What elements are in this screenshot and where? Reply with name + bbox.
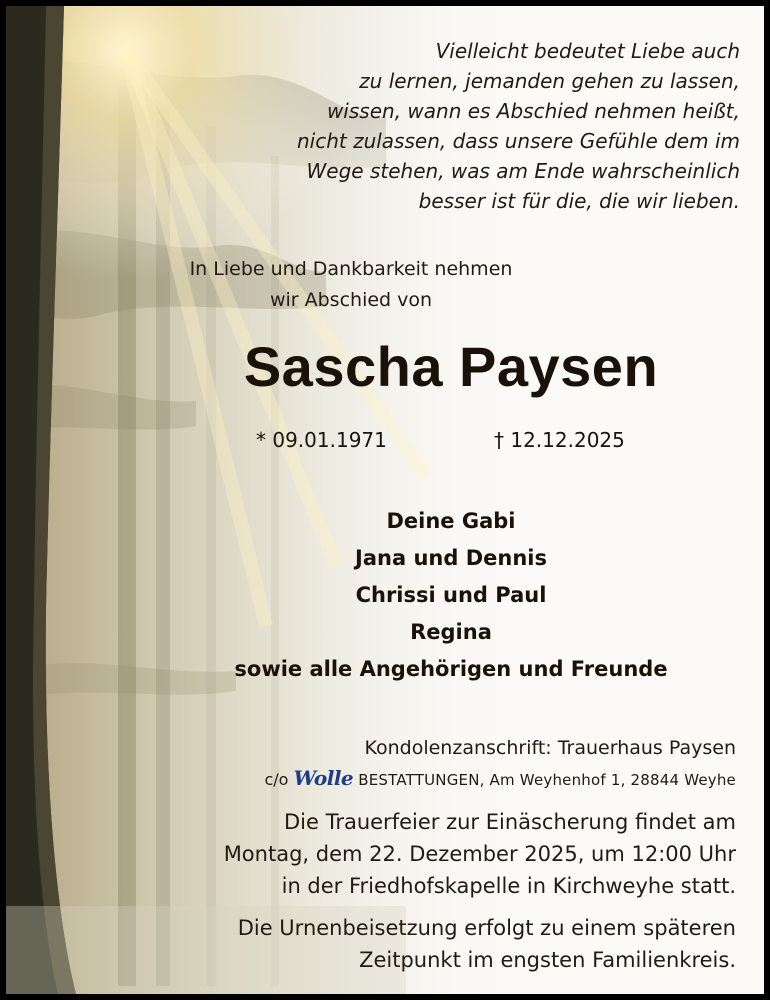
urn-line: Zeitpunkt im engsten Familienkreis.: [359, 948, 736, 972]
quote-line: Vielleicht bedeutet Liebe auch: [435, 39, 740, 63]
deceased-name: Sascha Paysen: [243, 335, 659, 398]
ceremony-info: [136, 806, 736, 902]
funeral-home-logo: Wolle: [293, 766, 354, 790]
memorial-quote: [240, 36, 740, 216]
co-prefix: c/o: [264, 770, 289, 789]
mourner-line: sowie alle Angehörigen und Freunde: [234, 657, 668, 681]
funeral-home-line: [176, 763, 736, 795]
mourner-line: Deine Gabi: [386, 509, 516, 533]
intro-line: In Liebe und Dankbarkeit nehmen: [189, 258, 513, 280]
quote-line: zu lernen, jemanden gehen zu lassen,: [359, 69, 740, 93]
birth-date: * 09.01.1971: [256, 428, 387, 452]
funeral-home-address: BESTATTUNGEN, Am Weyhenhof 1, 28844 Weyhe: [358, 771, 736, 789]
farewell-intro: [156, 254, 546, 316]
urn-line: Die Urnenbeisetzung erfolgt zu einem späteren: [237, 916, 736, 940]
quote-line: wissen, wann es Abschied nehmen heißt,: [326, 99, 740, 123]
urn-burial-info: [136, 912, 736, 976]
intro-line: wir Abschied von: [269, 289, 433, 311]
condolence-line: Kondolenzanschrift: Trauerhaus Paysen: [364, 737, 736, 759]
quote-line: nicht zulassen, dass unsere Gefühle dem im: [296, 129, 740, 153]
ceremony-line: Die Trauerfeier zur Einäscherung findet am: [283, 810, 736, 834]
quote-line: besser ist für die, die wir lieben.: [418, 189, 740, 213]
ceremony-line: Montag, dem 22. Dezember 2025, um 12:00 Uhr: [223, 842, 736, 866]
mourners-list: [196, 503, 706, 688]
obituary-card: [6, 6, 764, 994]
mourner-line: Jana und Dennis: [355, 546, 547, 570]
ceremony-line: in der Friedhofskapelle in Kirchweyhe statt.: [281, 874, 736, 898]
mourner-line: Regina: [410, 620, 492, 644]
condolence-address: [176, 733, 736, 795]
death-date: † 12.12.2025: [494, 428, 625, 452]
quote-line: Wege stehen, was am Ende wahrscheinlich: [306, 159, 740, 183]
mourner-line: Chrissi und Paul: [355, 583, 547, 607]
